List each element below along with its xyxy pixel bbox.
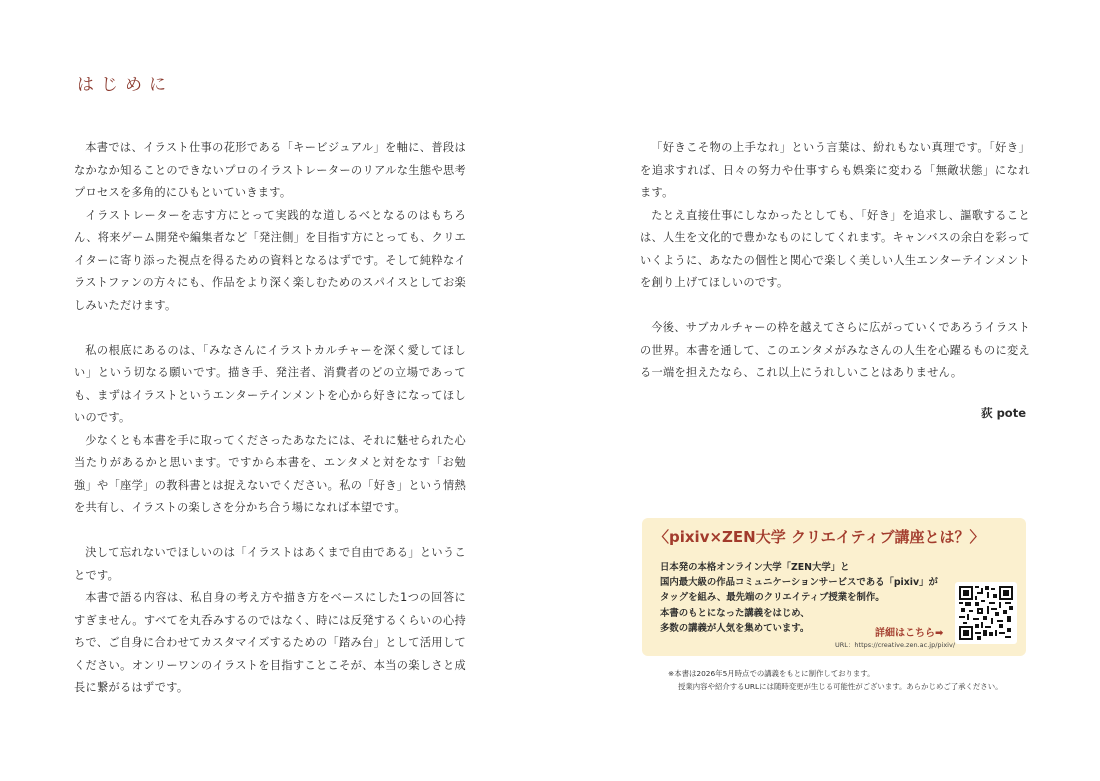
promo-line: 多数の講義が人気を集めています。 — [660, 622, 810, 634]
paragraph: 決して忘れないでほしいのは「イラストはあくまで自由である」ということです。 — [74, 546, 466, 582]
qr-code-icon — [959, 586, 1013, 640]
promo-title: 〈pixiv×ZEN大学 クリエイティブ講座とは？〉 — [654, 528, 985, 546]
paragraph: イラストレーターを志す方にとって実践的な道しるべとなるのはもちろん、将来ゲーム開発や編集者など「発注側」を目指す方にとっても、クリエイターに寄り添った視点を得るための資料となるはずです。そして純粋なイラストファンの方々にも、作品をより深く楽しむためのスパイスとしてお楽しみいただけます。 — [74, 208, 466, 312]
promo-line: タッグを組み、最先端のクリエイティブ授業を制作。 — [660, 592, 885, 604]
footnote: 授業内容や紹介するURLには随時変更が生じる可能性がございます。あらかじめご了承ください。 — [678, 681, 1003, 691]
promo-box — [642, 518, 1026, 656]
author-signature: 荻 pote — [981, 406, 1026, 420]
paragraph: 今後、サブカルチャーの枠を越えてさらに広がっていくであろうイラストの世界。本書を通して、このエンタメがみなさんの人生を心躍るものに変える一端を担えたなら、これ以上にうれしいことはありません。 — [640, 321, 1030, 379]
paragraph: 私の根底にあるのは、「みなさんにイラストカルチャーを深く愛してほしい」という切なる願いです。描き手、発注者、消費者のどの立場であっても、まずはイラストというエンターテインメントを心から好きになってほしいのです。 — [74, 343, 466, 424]
right-column — [640, 137, 1030, 385]
promo-line: 日本発の本格オンライン大学「ZEN大学」と — [660, 562, 850, 573]
promo-line: 国内最大級の作品コミュニケーションサービスである「pixiv」が — [660, 577, 938, 589]
left-column — [74, 137, 466, 700]
details-link[interactable]: 詳細はこちら➡ — [875, 628, 944, 639]
paragraph: 本書では、イラスト仕事の花形である「キービジュアル」を軸に、普段はなかなか知ることのできないプロのイラストレーターのリアルな生態や思考プロセスを多角的にひもといていきます。 — [74, 141, 466, 199]
page-title: はじめに — [77, 75, 173, 95]
footnotes — [668, 668, 1048, 693]
paragraph: 少なくとも本書を手に取ってくださったあなたには、それに魅せられた心当たりがあるかと思います。ですから本書を、エンタメと対をなす「お勉強」や「座学」の教科書とは捉えないでください。私の「好き」という情熱を共有し、イラストの楽しさを分かち合う場になれば本望です。 — [74, 433, 466, 514]
paragraph: たとえ直接仕事にしなかったとしても、「好き」を追求し、謳歌することは、人生を文化的で豊かなものにしてくれます。キャンバスの余白を彩っていくように、あなたの個性と関心で楽しく美しい人生エンターテインメントを創り上げてほしいのです。 — [640, 208, 1030, 289]
qr-code[interactable] — [955, 582, 1017, 644]
promo-line: 本書のもとになった講義をはじめ、 — [660, 607, 810, 619]
footnote: ※本書は2026年5月時点での講義をもとに制作しております。 — [668, 669, 875, 678]
promo-url[interactable]: URL：https://creative.zen.ac.jp/pixiv/ — [835, 641, 956, 649]
paragraph: 「好きこそ物の上手なれ」という言葉は、紛れもない真理です。「好き」を追求すれば、日々の努力や仕事すらも娯楽に変わる「無敵状態」になれます。 — [640, 141, 1030, 199]
paragraph: 本書で語る内容は、私自身の考え方や描き方をベースにした1つの回答にすぎません。すべてを丸呑みするのではなく、時には反発するくらいの心持ちで、ご自身に合わせてカスタマイズするための「踏み台」として活用してください。オンリーワンのイラストを目指すことこそが、本当の楽しさと成長に繋がるはずです。 — [74, 591, 466, 694]
